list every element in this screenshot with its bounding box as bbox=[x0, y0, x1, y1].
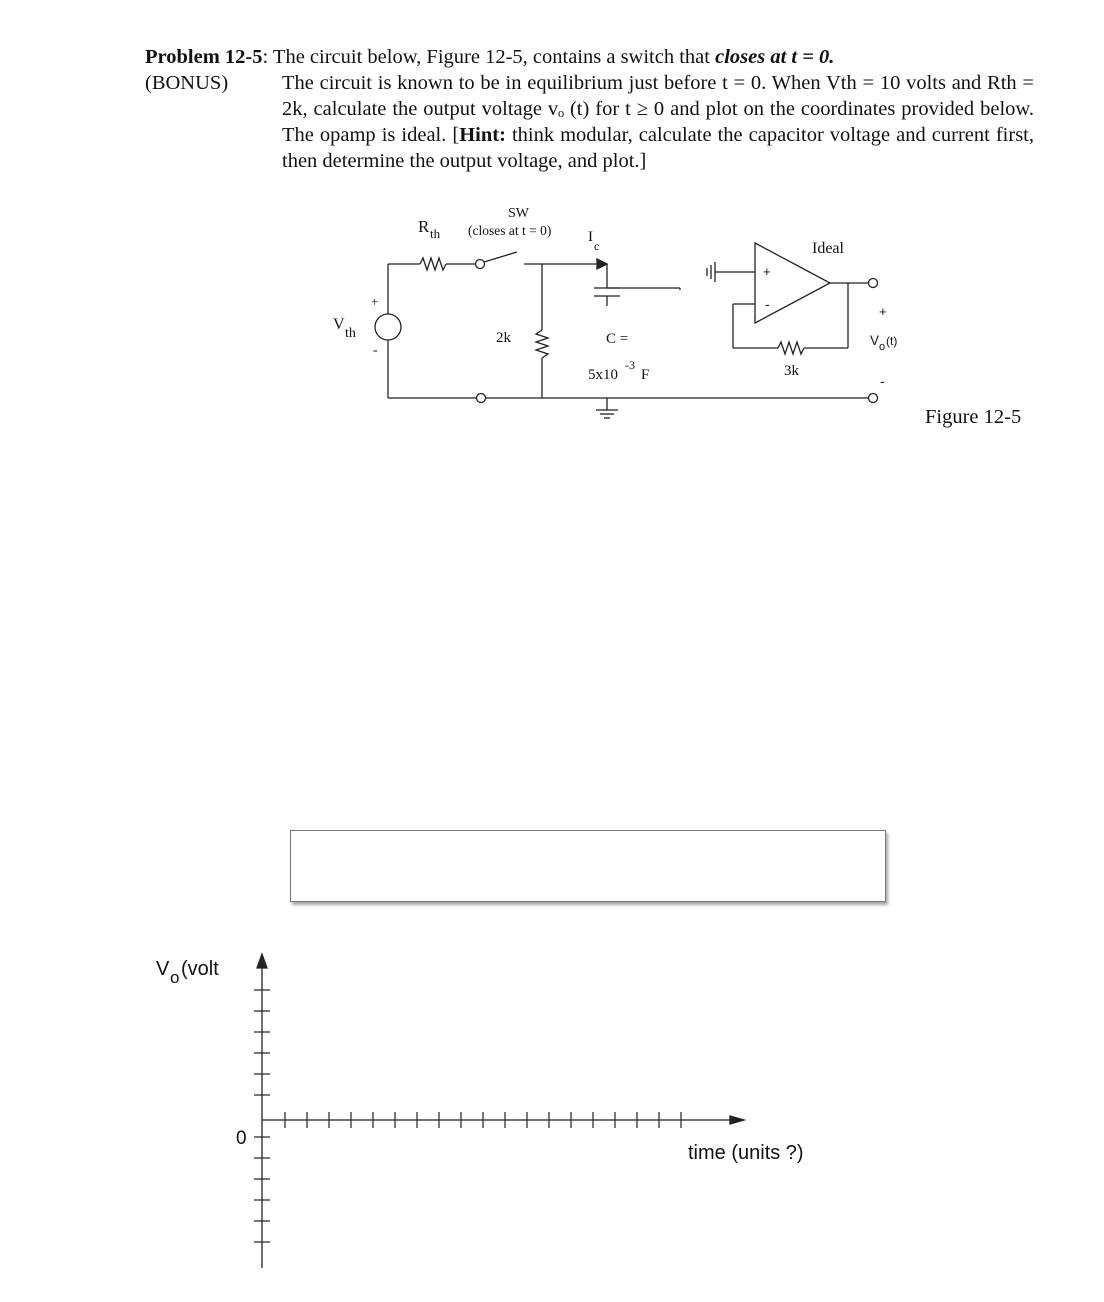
switch-blade-icon bbox=[484, 252, 517, 262]
vo-subscript: o bbox=[879, 341, 886, 353]
bonus-tag: (BONUS) bbox=[145, 72, 229, 94]
ic-label: I bbox=[588, 229, 593, 245]
rth-label: R bbox=[418, 217, 430, 236]
y-axis-arrow-icon bbox=[257, 954, 267, 968]
sw-label: SW bbox=[508, 206, 529, 221]
opamp-minus: - bbox=[765, 296, 770, 312]
output-terminal-plus-icon bbox=[869, 279, 878, 288]
origin-label: 0 bbox=[236, 1128, 247, 1149]
cap-unit: F bbox=[641, 367, 650, 383]
plot-axes bbox=[257, 954, 744, 1268]
problem-intro: : The circuit below, Figure 12-5, contains a switch that bbox=[262, 46, 716, 68]
circuit-labels bbox=[333, 206, 897, 389]
voltage-source-icon bbox=[375, 314, 401, 340]
y-axis-unit: (volt bbox=[181, 958, 219, 980]
vth-subscript: th bbox=[345, 326, 356, 341]
answer-box[interactable] bbox=[290, 830, 886, 902]
closes-label: (closes at t = 0) bbox=[468, 223, 552, 238]
opamp-plus: + bbox=[763, 264, 771, 279]
x-axis-arrow-icon bbox=[730, 1116, 744, 1124]
plot-labels bbox=[156, 958, 804, 1164]
switch-contact-icon bbox=[476, 260, 485, 269]
r3k-label: 3k bbox=[784, 363, 799, 379]
bottom-terminal-icon bbox=[477, 394, 486, 403]
vth-minus: - bbox=[373, 343, 378, 358]
vo-minus: - bbox=[880, 373, 885, 389]
ic-subscript: c bbox=[594, 239, 600, 253]
cap-label-line1: C = bbox=[606, 331, 629, 347]
r2k-label: 2k bbox=[496, 330, 511, 346]
vth-label: V bbox=[333, 316, 345, 333]
current-arrow-icon bbox=[597, 259, 607, 269]
y-axis-subscript: o bbox=[170, 968, 180, 987]
hint-label: Hint: bbox=[459, 124, 506, 146]
problem-body-1: The circuit is known to be in equilibrium just before t = 0. When Vth = 10 volts and Rth = 2k, calculate the output voltage vₒ (t) for t ≥ 0 and plot on the coordinates provided below. The opamp is ideal. [ bbox=[282, 72, 1034, 146]
vo-plus: + bbox=[879, 304, 887, 319]
problem-body-2: think modular, calculate the capacitor voltage and current first, then determine the output voltage, and plot.] bbox=[282, 124, 1034, 172]
vth-plus: + bbox=[371, 294, 379, 309]
resistor-3k-icon bbox=[778, 342, 804, 354]
problem-emphasis: closes at t = 0. bbox=[715, 46, 835, 68]
problem-label: Problem 12-5 bbox=[145, 46, 263, 68]
rth-subscript: th bbox=[430, 226, 441, 241]
cap-label-line2: 5x10 bbox=[588, 367, 618, 383]
cap-exponent: -3 bbox=[625, 358, 635, 372]
ideal-label: Ideal bbox=[812, 240, 844, 257]
resistor-rth-icon bbox=[420, 258, 446, 270]
figure-caption: Figure 12-5 bbox=[925, 406, 1022, 428]
resistor-2k-icon bbox=[536, 330, 548, 358]
vo-label: V bbox=[870, 333, 880, 348]
y-axis-label: V bbox=[156, 958, 170, 980]
output-terminal-minus-icon bbox=[869, 394, 878, 403]
x-axis-label: time (units ?) bbox=[688, 1142, 804, 1164]
vo-t: (t) bbox=[886, 334, 898, 348]
axis-ticks bbox=[254, 990, 681, 1242]
